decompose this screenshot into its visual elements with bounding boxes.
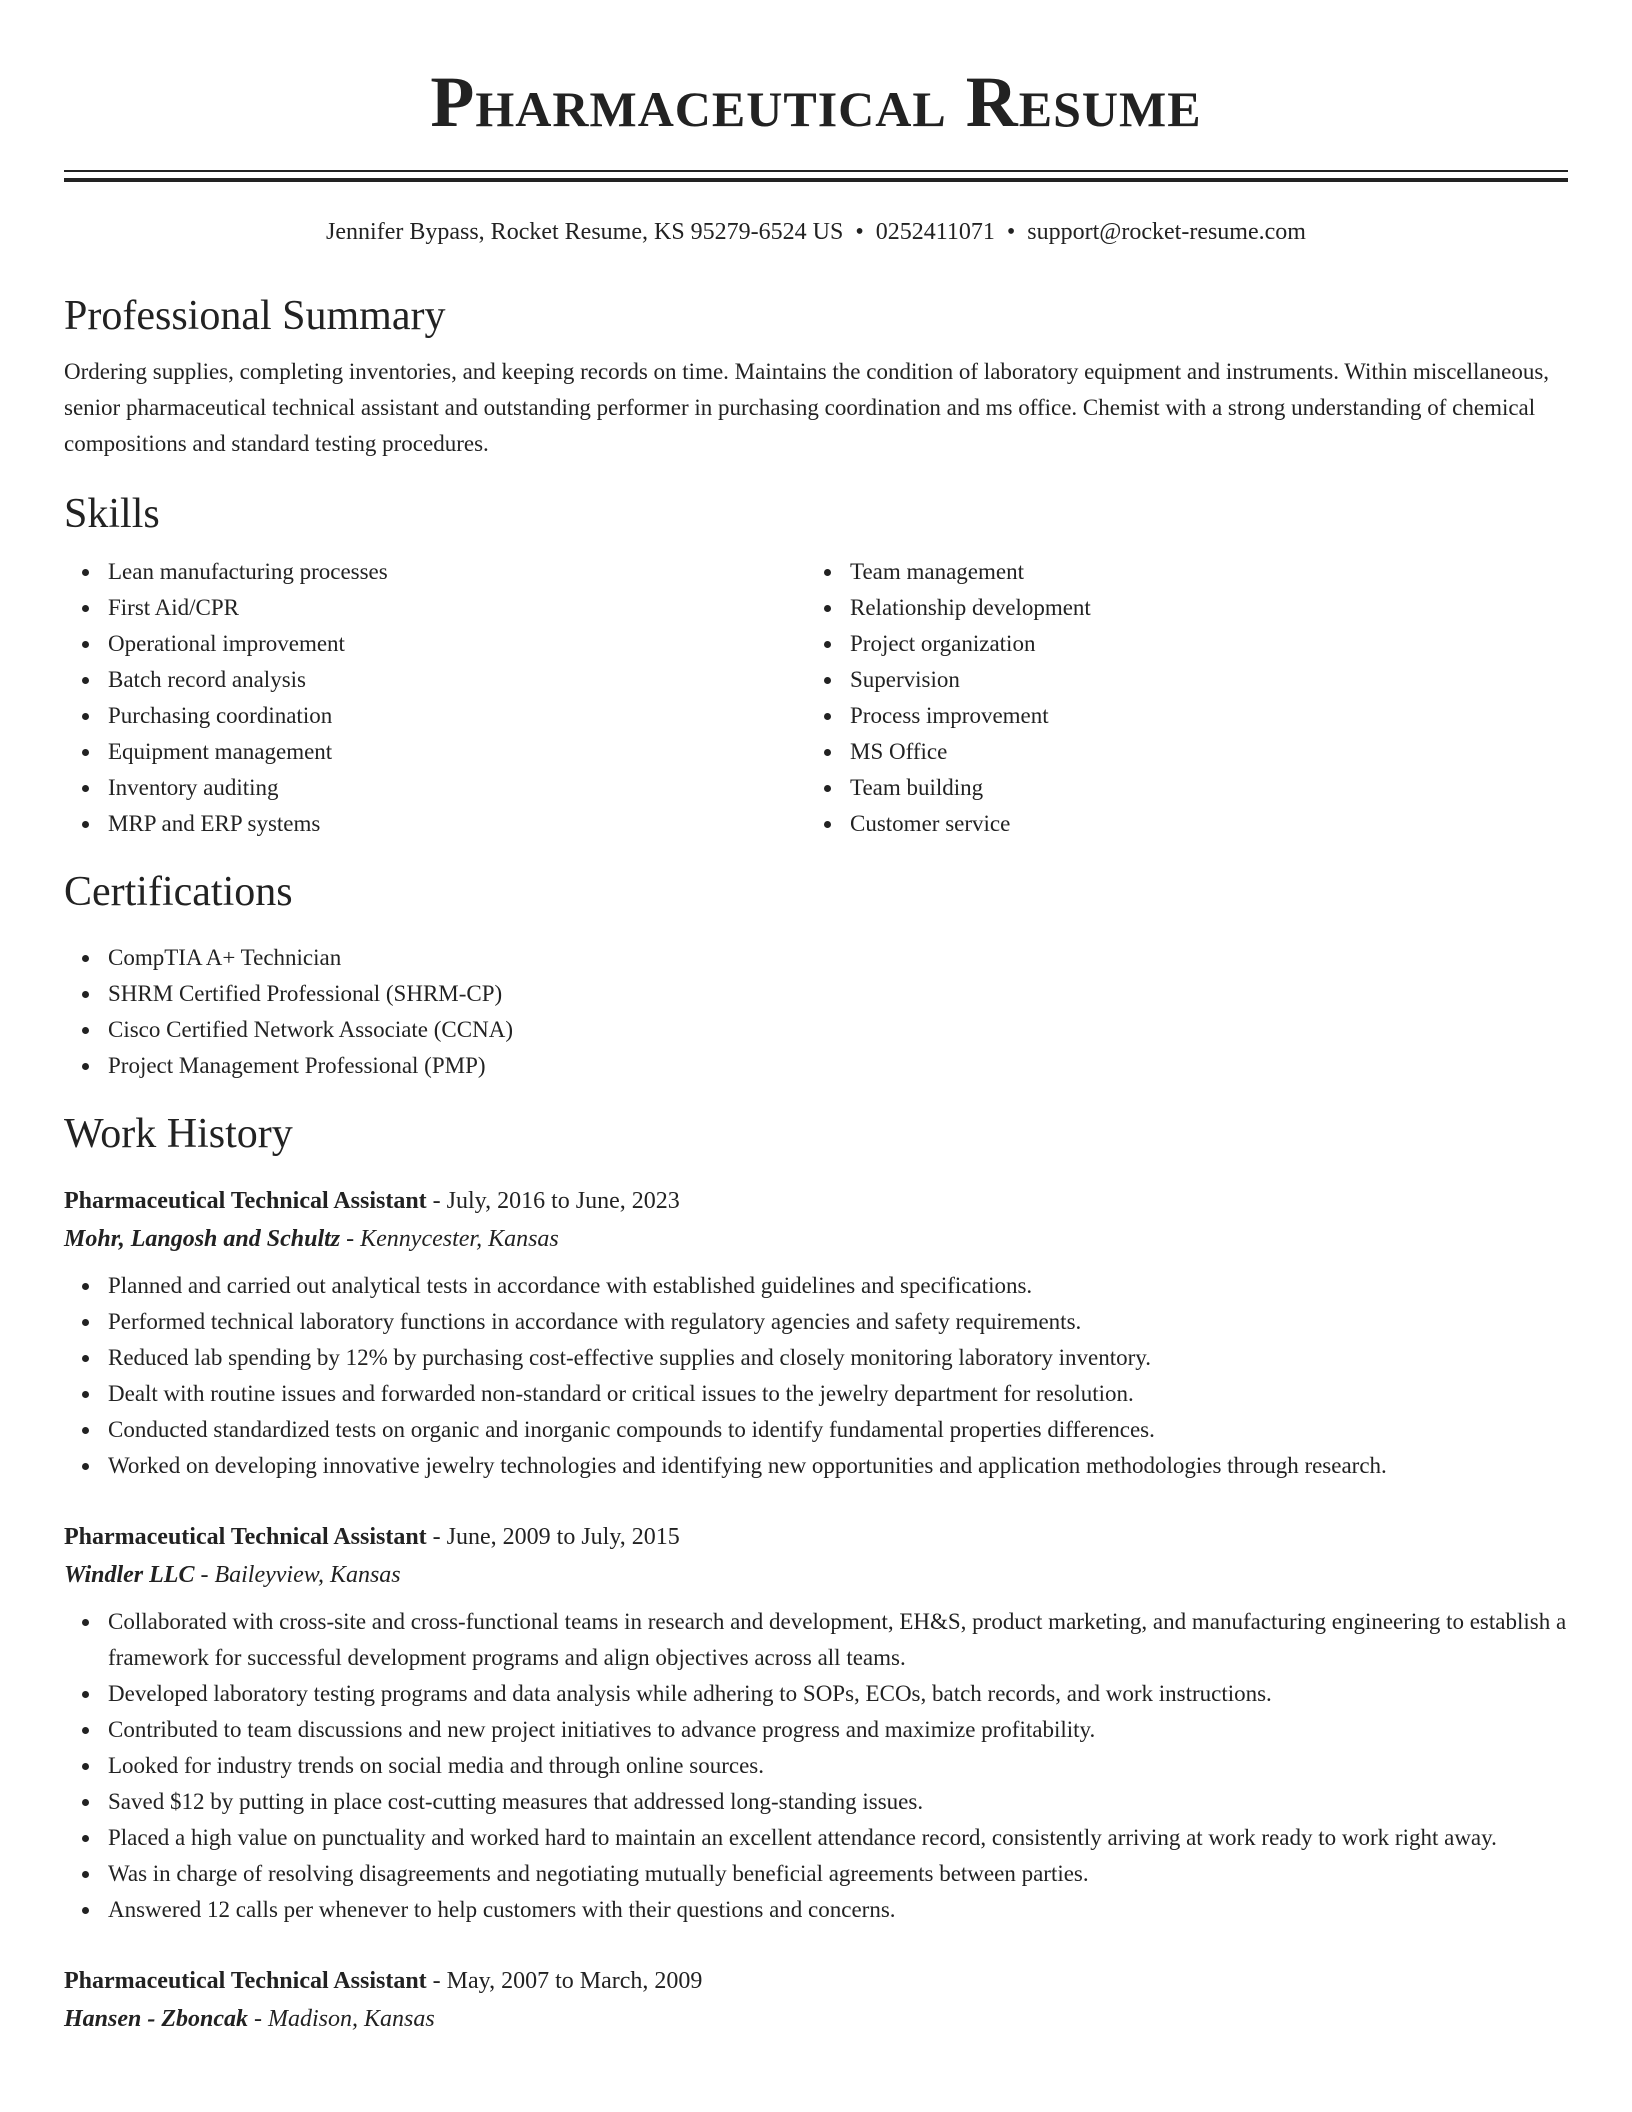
skills-column-right [806, 554, 1548, 842]
list-item: Reduced lab spending by 12% by purchasing cost-effective supplies and closely monitoring laboratory inventory. [108, 1340, 1568, 1376]
list-item: MS Office [850, 734, 1548, 770]
skills-grid [64, 554, 1568, 842]
list-item: Contributed to team discussions and new project initiatives to advance progress and maximize profitability. [108, 1712, 1568, 1748]
list-item: Planned and carried out analytical tests in accordance with established guidelines and specifications. [108, 1268, 1568, 1304]
skills-section [64, 488, 1568, 842]
summary-text: Ordering supplies, completing inventories, and keeping records on time. Maintains the condition of laboratory equipment and instruments. Within miscellaneous, senior pharmaceutical technical assistant and outstanding performer in purchasing coordination and ms office. Chemist with a strong understanding of chemical compositions and standard testing procedures. [64, 359, 1550, 456]
list-item: Lean manufacturing processes [108, 554, 806, 590]
skills-list-left [64, 554, 806, 842]
list-item: Answered 12 calls per whenever to help customers with their questions and concerns. [108, 1892, 1568, 1928]
list-item: First Aid/CPR [108, 590, 806, 626]
list-item: Team management [850, 554, 1548, 590]
list-item: CompTIA A+ Technician [108, 940, 1568, 976]
job-dates: July, 2016 to June, 2023 [446, 1188, 680, 1214]
list-item: Project organization [850, 626, 1548, 662]
job-entry [64, 1182, 1568, 1484]
job-location: Madison, Kansas [268, 2006, 435, 2032]
contact-separator: • [855, 219, 864, 245]
job-bullets [64, 1604, 1568, 1928]
list-item: SHRM Certified Professional (SHRM-CP) [108, 976, 1568, 1012]
list-item: Supervision [850, 662, 1548, 698]
list-item: Process improvement [850, 698, 1548, 734]
list-item: Equipment management [108, 734, 806, 770]
certifications-list [64, 940, 1568, 1084]
contact-phone: 0252411071 [875, 219, 995, 245]
list-item: Was in charge of resolving disagreements and negotiating mutually beneficial agreements between parties. [108, 1856, 1568, 1892]
job-bullets [64, 1268, 1568, 1484]
list-item: Customer service [850, 806, 1548, 842]
list-item: Relationship development [850, 590, 1548, 626]
contact-separator: • [1006, 219, 1016, 245]
list-item: Cisco Certified Network Associate (CCNA) [108, 1012, 1568, 1048]
job-title: Pharmaceutical Technical Assistant [64, 1188, 427, 1214]
certifications-heading: Certifications [64, 869, 293, 915]
list-item: Batch record analysis [108, 662, 806, 698]
list-item: Looked for industry trends on social media and through online sources. [108, 1748, 1568, 1784]
list-item: Placed a high value on punctuality and worked hard to maintain an excellent attendance record, consistently arriving at work ready to work right away. [108, 1820, 1568, 1856]
job-location: Kennycester, Kansas [360, 1226, 559, 1252]
list-item: Worked on developing innovative jewelry technologies and identifying new opportunities and application methodologies through research. [108, 1448, 1568, 1484]
job-title-line: Pharmaceutical Technical Assistant - May, 2007 to March, 2009 [64, 1968, 703, 1994]
job-entry [64, 1518, 1568, 1928]
list-item: Conducted standardized tests on organic and inorganic compounds to identify fundamental properties differences. [108, 1412, 1568, 1448]
contact-address: Jennifer Bypass, Rocket Resume, KS 95279-6524 US [326, 219, 844, 245]
list-item: MRP and ERP systems [108, 806, 806, 842]
job-title-line: Pharmaceutical Technical Assistant - June, 2009 to July, 2015 [64, 1524, 680, 1550]
job-title: Pharmaceutical Technical Assistant [64, 1968, 427, 1994]
job-location: Baileyview, Kansas [214, 1562, 401, 1588]
list-item: Saved $12 by putting in place cost-cutting measures that addressed long-standing issues. [108, 1784, 1568, 1820]
list-item: Project Management Professional (PMP) [108, 1048, 1568, 1084]
job-dates: May, 2007 to March, 2009 [446, 1968, 703, 1994]
skills-heading: Skills [64, 491, 160, 537]
list-item: Dealt with routine issues and forwarded non-standard or critical issues to the jewelry department for resolution. [108, 1376, 1568, 1412]
skills-list-right [806, 554, 1548, 842]
list-item: Inventory auditing [108, 770, 806, 806]
work-history-heading: Work History [64, 1111, 293, 1157]
job-company-line: Hansen - Zboncak - Madison, Kansas [64, 2006, 435, 2032]
job-dates: June, 2009 to July, 2015 [446, 1524, 680, 1550]
contact-line [64, 216, 1568, 248]
title-divider-thick [64, 178, 1568, 182]
work-history-section [64, 1108, 1568, 2038]
job-company: Hansen - Zboncak [64, 2006, 249, 2032]
list-item: Collaborated with cross-site and cross-functional teams in research and development, EH&S, product marketing, and manufacturing engineering to establish a framework for successful development programs and align objectives across all teams. [108, 1604, 1568, 1676]
contact-email: support@rocket-resume.com [1027, 219, 1306, 245]
job-title: Pharmaceutical Technical Assistant [64, 1524, 427, 1550]
summary-heading: Professional Summary [64, 293, 446, 339]
job-company: Mohr, Langosh and Schultz [64, 1226, 341, 1252]
skills-column-left [64, 554, 806, 842]
title-divider-thin [64, 170, 1568, 172]
resume-title: Pharmaceutical Resume [430, 62, 1202, 142]
certifications-section [64, 866, 1568, 1084]
summary-section [64, 290, 1568, 462]
list-item: Purchasing coordination [108, 698, 806, 734]
job-company-line: Windler LLC - Baileyview, Kansas [64, 1562, 401, 1588]
job-company: Windler LLC [64, 1562, 195, 1588]
list-item: Performed technical laboratory functions in accordance with regulatory agencies and safety requirements. [108, 1304, 1568, 1340]
job-entry [64, 1962, 1568, 2038]
job-title-line: Pharmaceutical Technical Assistant - July, 2016 to June, 2023 [64, 1188, 680, 1214]
job-company-line: Mohr, Langosh and Schultz - Kennycester, Kansas [64, 1226, 559, 1252]
list-item: Developed laboratory testing programs and data analysis while adhering to SOPs, ECOs, batch records, and work instructions. [108, 1676, 1568, 1712]
list-item: Operational improvement [108, 626, 806, 662]
list-item: Team building [850, 770, 1548, 806]
